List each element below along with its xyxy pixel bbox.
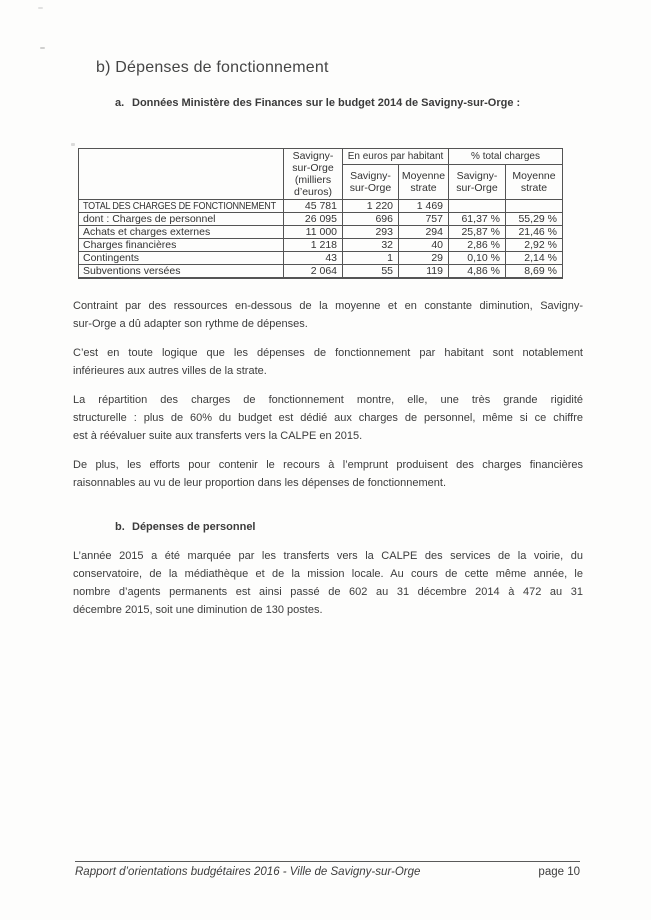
paragraph-line: La répartition des charges de fonctionnement montre, elle, une très grande rigidité (73, 394, 583, 406)
paragraph-2 (73, 344, 583, 380)
subsection-a-label: Données Ministère des Finances sur le budget 2014 de Savigny-sur-Orge : (132, 97, 521, 109)
paragraph-line: nombre d’agents permanents est ainsi passé de 602 au 31 décembre 2014 à 472 au 31 (73, 586, 583, 598)
cell-label: Subventions versées (79, 265, 284, 279)
cell-per-capita-savigny: 696 (343, 213, 399, 226)
paragraph-line: est à réévaluer suite aux transferts vers la CALPE en 2015. (73, 430, 363, 442)
table-row (79, 226, 563, 239)
cell-label: Contingents (79, 252, 284, 265)
cell-pct-average (506, 200, 563, 213)
header-group-pct-total: % total charges (449, 149, 563, 165)
subsection-b-heading (115, 520, 583, 534)
cell-per-capita-savigny: 293 (343, 226, 399, 239)
footer-page-number: page 10 (538, 866, 580, 878)
cell-pct-savigny: 4,86 % (449, 265, 506, 279)
cell-per-capita-savigny: 32 (343, 239, 399, 252)
paragraph-line: L’année 2015 a été marquée par les transferts vers la CALPE des services de la voirie, du (73, 550, 583, 562)
table-row (79, 239, 563, 252)
cell-label (79, 200, 284, 213)
cell-pct-savigny (449, 200, 506, 213)
paragraph-line: C’est en toute logique que les dépenses de fonctionnement par habitant sont notablement (73, 347, 583, 359)
header-pct-savigny: Savigny-sur-Orge (449, 165, 506, 200)
paragraph-line: structurelle : plus de 60% du budget est dédié aux charges de personnel, même si ce chiffre (73, 412, 583, 424)
paragraph-line: décembre 2015, soit une diminution de 130 postes. (73, 604, 323, 616)
cell-pct-average: 2,14 % (506, 252, 563, 265)
cell-pct-average: 55,29 % (506, 213, 563, 226)
paragraph-line: Contraint par des ressources en-dessous de la moyenne et en constante diminution, Savigny- (73, 300, 583, 312)
header-pct-average: Moyenne strate (506, 165, 563, 200)
cell-label-text: TOTAL DES CHARGES DE FONCTIONNEMENT (83, 200, 277, 212)
header-spacer (79, 149, 284, 200)
cell-label: dont : Charges de personnel (79, 213, 284, 226)
cell-per-capita-average: 119 (399, 265, 449, 279)
header-group-per-capita: En euros par habitant (343, 149, 449, 165)
budget-table (78, 148, 563, 279)
cell-per-capita-average: 40 (399, 239, 449, 252)
table-row (79, 200, 563, 213)
cell-pct-average: 8,69 % (506, 265, 563, 279)
cell-pct-savigny: 61,37 % (449, 213, 506, 226)
cell-label: Achats et charges externes (79, 226, 284, 239)
subsection-b-label: Dépenses de personnel (132, 521, 256, 533)
paragraph-line: sur-Orge a dû adapter son rythme de dépenses. (73, 318, 308, 330)
cell-pct-savigny: 25,87 % (449, 226, 506, 239)
paragraph-line: conservatoire, de la médiathèque et de la mission locale. Au cours de cette même année, le (73, 568, 583, 580)
subsection-a-marker: a. (115, 97, 125, 109)
cell-thousands: 43 (284, 252, 343, 265)
cell-per-capita-savigny: 55 (343, 265, 399, 279)
cell-pct-average: 2,92 % (506, 239, 563, 252)
cell-per-capita-savigny: 1 (343, 252, 399, 265)
paragraph-line: De plus, les efforts pour contenir le recours à l’emprunt produisent des charges financières (73, 459, 583, 471)
table-row (79, 213, 563, 226)
subsection-a-heading (115, 96, 583, 110)
cell-label: Charges financières (79, 239, 284, 252)
cell-per-capita-average: 29 (399, 252, 449, 265)
cell-thousands: 45 781 (284, 200, 343, 213)
scan-artifact (71, 143, 75, 146)
cell-per-capita-average: 757 (399, 213, 449, 226)
paragraph-3 (73, 391, 583, 445)
table-header-row-groups (79, 149, 563, 165)
subsection-b-marker: b. (115, 521, 125, 533)
footer-report-title: Rapport d’orientations budgétaires 2016 - Ville de Savigny-sur-Orge (75, 866, 421, 878)
table-row (79, 252, 563, 265)
scan-artifact (38, 7, 43, 9)
cell-pct-average: 21,46 % (506, 226, 563, 239)
cell-thousands: 1 218 (284, 239, 343, 252)
header-per-capita-average: Moyenne strate (399, 165, 449, 200)
page-footer (75, 861, 580, 878)
cell-thousands: 26 095 (284, 213, 343, 226)
cell-per-capita-average: 1 469 (399, 200, 449, 213)
cell-pct-savigny: 0,10 % (449, 252, 506, 265)
scan-artifact (40, 47, 45, 49)
header-thousands: Savigny-sur-Orge (milliers d’euros) (284, 149, 343, 200)
paragraph-line: raisonnables au vu de leur proportion dans les dépenses de fonctionnement. (73, 477, 447, 489)
cell-per-capita-average: 294 (399, 226, 449, 239)
table-row (79, 265, 563, 279)
cell-thousands: 11 000 (284, 226, 343, 239)
paragraph-5 (73, 547, 583, 619)
section-heading: b) Dépenses de fonctionnement (96, 59, 329, 76)
paragraph-line: inférieures aux autres villes de la strate. (73, 365, 267, 377)
cell-thousands: 2 064 (284, 265, 343, 279)
cell-per-capita-savigny: 1 220 (343, 200, 399, 213)
cell-pct-savigny: 2,86 % (449, 239, 506, 252)
header-per-capita-savigny: Savigny-sur-Orge (343, 165, 399, 200)
paragraph-4 (73, 456, 583, 492)
paragraph-1 (73, 297, 583, 333)
